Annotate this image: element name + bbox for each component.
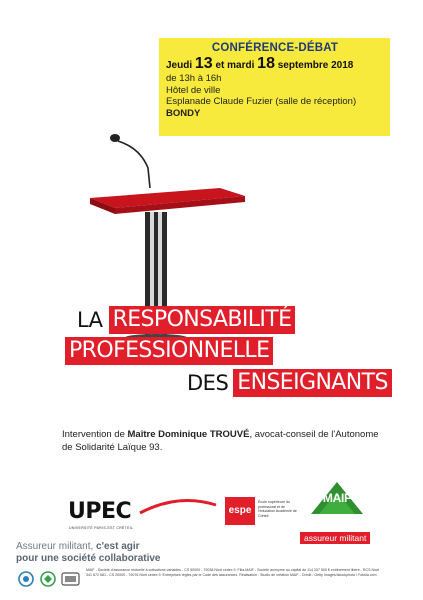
footer-legal-text: MAIF - Société d'assurance mutuelle à cotisations variables - CS 90000 - 79038 Niort cedex 9. Filia-MAIF - Société anonyme au capital de 114 337 500 € entièrement libéré - RCS Niort 341 672 681 - CS 20000 - 79076 Niort cedex 9. Entreprises régies par le Code des assurances. Réalisation : Studio de création MAIF - Crédit : Getty Images/Istockphoto / Fotolia.com — [86, 568, 380, 577]
slogan-line-2 — [16, 553, 276, 565]
day1: 13 — [194, 55, 213, 72]
title-line-2 — [65, 337, 273, 365]
event-type: CONFÉRENCE-DÉBAT — [211, 42, 339, 54]
microphone-icon — [110, 134, 150, 188]
title-word-enseignants: ENSEIGNANTS — [233, 369, 392, 397]
title-word-responsabilite: RESPONSABILITÉ — [109, 306, 296, 334]
slogan — [16, 541, 276, 565]
upec-subtitle: UNIVERSITÉ PARIS-EST CRÉTEIL — [69, 526, 134, 530]
espe-logo — [225, 497, 303, 529]
dates-mid: et mardi — [215, 60, 255, 71]
upec-logo — [68, 495, 220, 535]
intervention-prefix: Intervention de — [62, 429, 128, 440]
maif-tagline: assureur militant — [300, 532, 370, 544]
footer-logos — [17, 569, 83, 589]
event-city: BONDY — [166, 107, 201, 119]
dates-suffix: septembre 2018 — [277, 60, 354, 71]
title-word-des: DES — [187, 371, 229, 395]
title-line-3 — [187, 369, 392, 397]
title-word-la: LA — [77, 308, 103, 332]
day2: 18 — [257, 55, 275, 72]
event-info-box — [159, 38, 390, 136]
slogan-plain: Assureur militant, — [16, 541, 97, 552]
slogan-line-1 — [16, 541, 276, 553]
maif-logo — [311, 482, 363, 532]
intervention-suffix: , avocat-conseil de l'Autonome de Solidarité Laïque 93. — [62, 429, 379, 453]
title-line-1 — [77, 306, 295, 334]
slogan-line-2-text: pour une société collaborative — [16, 553, 161, 564]
intervention-text — [62, 428, 382, 454]
espe-wordmark: espe — [225, 497, 255, 525]
partner-3-icon — [62, 573, 79, 585]
upec-arc-icon — [138, 499, 218, 515]
slogan-bold: c'est agir — [96, 541, 140, 552]
espe-subtitle: École supérieure du professorat et de l'éducation Académie de Créteil — [258, 500, 297, 518]
speaker-name: Maître Dominique TROUVÉ — [127, 429, 250, 440]
title-word-professionnelle: PROFESSIONNELLE — [65, 337, 273, 365]
upec-wordmark: UPEC — [68, 499, 132, 524]
event-venue: Hôtel de ville — [166, 84, 221, 96]
dates-prefix: Jeudi — [166, 60, 193, 71]
maif-wordmark: MAIF — [322, 491, 352, 505]
partner-1-icon — [19, 572, 33, 586]
event-address: Esplanade Claude Fuzier (salle de réception) — [166, 96, 357, 107]
event-dates — [166, 55, 384, 73]
event-time: de 13h à 16h — [166, 73, 222, 84]
partner-2-icon — [41, 572, 55, 586]
